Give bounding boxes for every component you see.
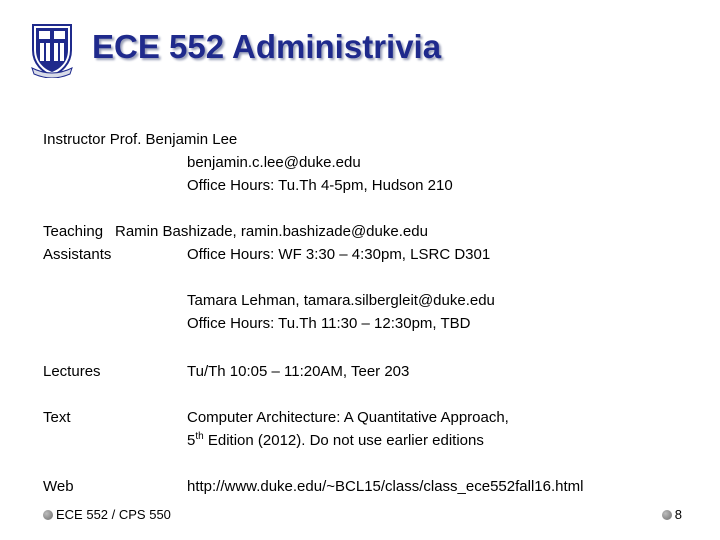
page-number: 8 — [674, 507, 682, 522]
page-title: ECE 552 Administrivia — [92, 28, 442, 65]
footer-course-label: ECE 552 / CPS 550 — [56, 507, 171, 522]
ta-label-line2: Assistants — [43, 246, 112, 263]
footer-course — [43, 507, 171, 522]
text-line1: Computer Architecture: A Quantitative Approach, — [187, 409, 509, 426]
text-label: Text — [43, 409, 71, 426]
bullet-icon — [662, 510, 672, 520]
edition-superscript: th — [195, 431, 204, 442]
text-line2 — [187, 429, 484, 452]
ta1-line1: Ramin Bashizade, ramin.bashizade@duke.edu — [115, 223, 428, 240]
ta2-line2: Office Hours: Tu.Th 11:30 – 12:30pm, TBD — [187, 315, 471, 332]
bullet-icon — [43, 510, 53, 520]
lectures-label: Lectures — [43, 363, 101, 380]
edition-number: 5 — [187, 432, 196, 449]
instructor-row — [43, 128, 237, 151]
lectures-value: Tu/Th 10:05 – 11:20AM, Teer 203 — [187, 363, 410, 380]
web-label: Web — [43, 478, 74, 495]
instructor-hours: Office Hours: Tu.Th 4-5pm, Hudson 210 — [187, 177, 453, 194]
ta1-line2: Office Hours: WF 3:30 – 4:30pm, LSRC D301 — [187, 246, 491, 263]
ta-label-line1: Teaching — [43, 223, 104, 240]
web-url[interactable]: http://www.duke.edu/~BCL15/class/class_ece552fall16.html — [187, 478, 584, 495]
edition-rest: Edition (2012). Do not use earlier editions — [203, 432, 484, 449]
footer-page — [662, 507, 682, 522]
instructor-name: Prof. Benjamin Lee — [109, 131, 238, 148]
duke-shield-logo — [30, 22, 74, 78]
instructor-email: benjamin.c.lee@duke.edu — [187, 154, 361, 171]
instructor-label: Instructor — [43, 131, 106, 148]
ta2-line1: Tamara Lehman, tamara.silbergleit@duke.edu — [187, 292, 495, 309]
